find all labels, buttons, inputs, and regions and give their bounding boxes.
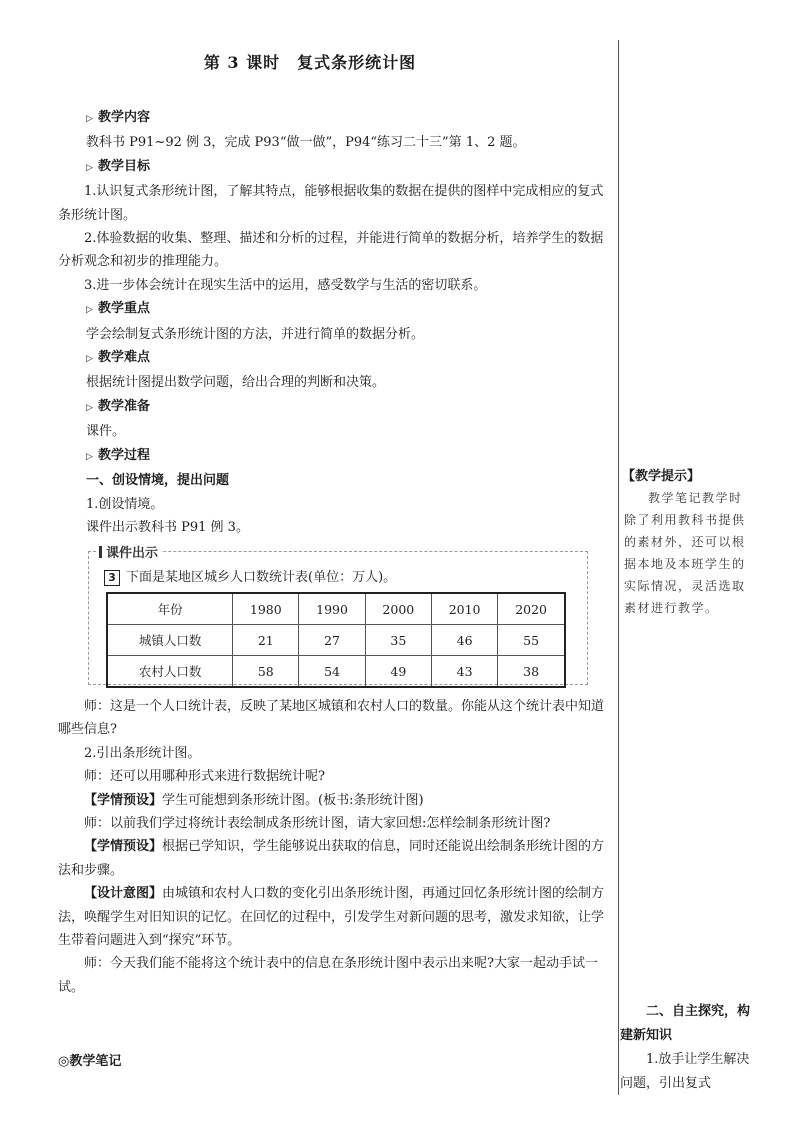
table-row	[107, 625, 565, 656]
table-row	[107, 656, 565, 688]
section-goals-head: ▷ 教学目标	[86, 155, 612, 180]
tag-bar-icon	[99, 546, 102, 558]
triangle-marker-icon: ▷	[86, 354, 93, 365]
column-divider	[618, 40, 619, 1095]
body-text: 师：今天我们能不能将这个统计表中的信息在条形统计图中表示出来呢?大家一起动手试一试。	[58, 956, 598, 995]
section-prep-head: ▷ 教学准备	[86, 395, 612, 420]
teaching-notes-label: ◎教学笔记	[58, 1054, 122, 1069]
body-text: 2.引出条形统计图。	[84, 745, 201, 761]
table-cell: 年份	[107, 593, 233, 625]
part2-head: 二、自主探究，构建新知识	[620, 1004, 751, 1043]
table-cell: 2020	[498, 593, 565, 625]
table-cell: 49	[365, 656, 431, 688]
example-number: 3	[104, 570, 120, 586]
part2-block	[620, 1000, 750, 1096]
section-key-head: ▷ 教学重点	[86, 297, 612, 322]
table-cell: 农村人口数	[107, 656, 233, 688]
table-cell: 2010	[431, 593, 497, 625]
body-text: 师：这是一个人口统计表，反映了某地区城镇和农村人口的数量。你能从这个统计表中知道哪些信息?	[58, 699, 605, 738]
table-cell: 58	[233, 656, 299, 688]
body-text: 师：还可以用哪种形式来进行数据统计呢?	[84, 769, 325, 785]
courseware-tag: 课件出示	[96, 542, 161, 561]
teaching-tip-head: 【教学提示】	[622, 469, 701, 484]
part1-head: 一、创设情境，提出问题	[86, 473, 230, 489]
goal-3: 3.进一步体会统计在现实生活中的运用，感受数学与生活的密切联系。	[84, 277, 487, 293]
body-text: 【学情预设】根据已学知识，学生能够说出获取的信息，同时还能说出绘制条形统计图的方法和步骤。	[58, 839, 605, 878]
goal-2: 2.体验数据的收集、整理、描述和分析的过程，并能进行简单的数据分析，培养学生的数据分析观念和初步的推理能力。	[58, 231, 604, 270]
part2-text: 1.放手让学生解决问题，引出复式	[620, 1052, 750, 1091]
body-text: 【设计意图】由城镇和农村人口数的变化引出条形统计图，再通过回忆条形统计图的绘制方法，唤醒学生对旧知识的记忆。在回忆的过程中，引发学生对新问题的思考，激发求知欲，让学生带着问题进入到“探究”环节。	[58, 886, 605, 949]
table-cell: 55	[498, 625, 565, 656]
triangle-marker-icon: ▷	[86, 162, 93, 173]
courseware-question: 3 下面是某地区城乡人口数统计表(单位：万人)。	[104, 566, 396, 586]
table-cell: 35	[365, 625, 431, 656]
population-table	[106, 592, 566, 688]
table-cell: 城镇人口数	[107, 625, 233, 656]
lesson-header-block	[58, 106, 612, 539]
table-cell: 2000	[365, 593, 431, 625]
page-title: 第 3 课时 复式条形统计图	[203, 53, 417, 72]
triangle-marker-icon: ▷	[86, 451, 93, 462]
table-cell: 46	[431, 625, 497, 656]
section-diff-head: ▷ 教学难点	[86, 346, 612, 371]
table-cell: 1990	[299, 593, 365, 625]
section-prep-text: 课件。	[86, 424, 126, 440]
table-cell: 27	[299, 625, 365, 656]
table-cell: 1980	[233, 593, 299, 625]
body-text: 【学情预设】学生可能想到条形统计图。(板书:条形统计图)	[84, 792, 424, 808]
section-process-head: ▷ 教学过程	[86, 444, 612, 469]
triangle-marker-icon: ▷	[86, 305, 93, 316]
lesson-body-block	[58, 695, 612, 999]
table-cell: 43	[431, 656, 497, 688]
goal-1: 1.认识复式条形统计图，了解其特点，能够根据收集的数据在提供的图样中完成相应的复式条形统计图。	[58, 184, 604, 223]
section-content-head: ▷ 教学内容	[86, 106, 612, 131]
triangle-marker-icon: ▷	[86, 114, 93, 124]
table-cell: 54	[299, 656, 365, 688]
section-diff-text: 根据统计图提出数学问题，给出合理的判断和决策。	[86, 375, 386, 391]
section-key-text: 学会绘制复式条形统计图的方法，并进行简单的数据分析。	[86, 326, 425, 342]
part1-step2: 课件出示教科书 P91 例 3。	[86, 519, 249, 535]
triangle-marker-icon: ▷	[86, 402, 93, 413]
table-cell: 21	[233, 625, 299, 656]
table-cell: 38	[498, 656, 565, 688]
body-text: 师：以前我们学过将统计表绘制成条形统计图，请大家回想:怎样绘制条形统计图?	[84, 816, 551, 832]
table-header-row	[107, 593, 565, 625]
teaching-tip-text: 教学笔记教学时除了利用教科书提供的素材外，还可以根据本地及本班学生的实际情况，灵活选取素材进行教学。	[624, 491, 746, 615]
part1-step1: 1.创设情境。	[86, 496, 164, 512]
section-content-text: 教科书 P91~92 例 3，完成 P93“做一做”，P94“练习二十三”第 1、2 题。	[86, 135, 526, 151]
